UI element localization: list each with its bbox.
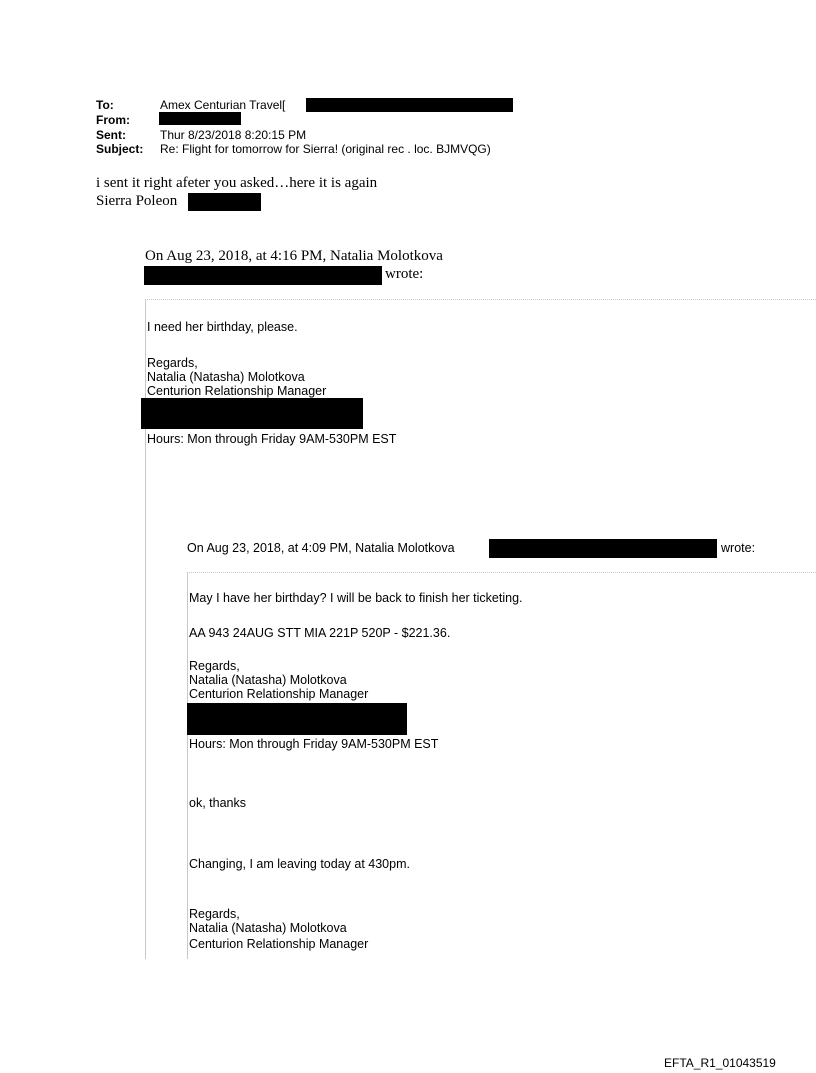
quote2-regards: Regards,: [189, 659, 240, 673]
quote2-sig-name: Natalia (Natasha) Molotkova: [189, 673, 347, 687]
redaction-to: [306, 98, 513, 112]
subject-value: Re: Flight for tomorrow for Sierra! (original rec . loc. BJMVQG): [160, 142, 491, 156]
quote1-message: I need her birthday, please.: [147, 320, 298, 334]
subject-label: Subject:: [96, 142, 144, 156]
sent-value: Thur 8/23/2018 8:20:15 PM: [160, 128, 307, 142]
sent-label: Sent:: [96, 128, 126, 142]
quote2-divider: [187, 572, 816, 573]
quote2-bar: [187, 572, 188, 959]
to-label: To:: [96, 98, 114, 112]
quote2-flight: AA 943 24AUG STT MIA 221P 520P - $221.36.: [189, 626, 451, 640]
body-line-1: i sent it right afeter you asked…here it is again: [96, 175, 378, 191]
from-label: From:: [96, 113, 130, 127]
redaction-body: [188, 193, 261, 211]
quote1-hours: Hours: Mon through Friday 9AM-530PM EST: [147, 432, 397, 446]
document-id: EFTA_R1_01043519: [664, 1056, 776, 1070]
quote2-reply-2: Changing, I am leaving today at 430pm.: [189, 857, 410, 871]
quote2-attribution: On Aug 23, 2018, at 4:09 PM, Natalia Molotkova: [187, 541, 455, 555]
quote2-reply-1: ok, thanks: [189, 796, 246, 810]
quote2-sig-title: Centurion Relationship Manager: [189, 687, 369, 701]
quote2-message: May I have her birthday? I will be back to finish her ticketing.: [189, 591, 523, 605]
redaction-quote1-email: [144, 266, 382, 285]
quote2-sig-title-2: Centurion Relationship Manager: [189, 937, 369, 951]
redaction-from: [159, 112, 241, 125]
quote1-attribution: On Aug 23, 2018, at 4:16 PM, Natalia Molotkova: [145, 248, 443, 264]
quote1-divider: [145, 299, 816, 300]
quote1-sig-name: Natalia (Natasha) Molotkova: [147, 370, 305, 384]
quote1-regards: Regards,: [147, 356, 198, 370]
quote2-regards-2: Regards,: [189, 907, 240, 921]
redaction-quote2-contact: [187, 703, 407, 735]
to-value: Amex Centurian Travel[: [160, 98, 286, 112]
quote2-hours: Hours: Mon through Friday 9AM-530PM EST: [189, 737, 439, 751]
body-line-2: Sierra Poleon: [96, 193, 178, 209]
redaction-quote1-contact: [141, 398, 363, 429]
redaction-quote2-email: [489, 539, 717, 558]
quote1-wrote: wrote:: [385, 266, 424, 282]
quote2-sig-name-2: Natalia (Natasha) Molotkova: [189, 921, 347, 935]
quote1-sig-title: Centurion Relationship Manager: [147, 384, 327, 398]
quote2-wrote: wrote:: [721, 541, 756, 555]
